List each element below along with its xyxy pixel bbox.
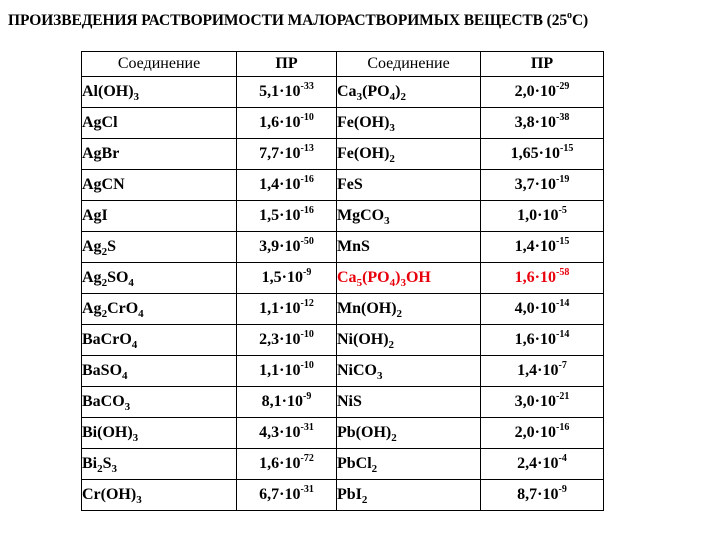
multiply-dot: · <box>534 331 540 348</box>
pr-exponent: -9 <box>558 484 567 495</box>
multiply-dot: · <box>279 331 285 348</box>
pr-coefficient: 2,4 <box>517 455 538 472</box>
pr-cell <box>237 170 337 201</box>
pr-coefficient: 3,7 <box>514 176 535 193</box>
formula-subscript: 4 <box>389 277 396 289</box>
formula-text: (PO <box>362 269 390 286</box>
table-row <box>82 232 604 263</box>
formula-text: Pb(OH) <box>337 424 392 441</box>
formula-subscript: 3 <box>136 494 142 506</box>
formula-text: MgCO <box>337 207 385 224</box>
pr-coefficient: 4,0 <box>514 300 535 317</box>
base-ten: 10 <box>542 486 559 503</box>
base-ten: 10 <box>542 455 559 472</box>
pr-cell <box>481 77 604 108</box>
title-text: ПРОИЗВЕДЕНИЯ РАСТВОРИМОСТИ МАЛОРАСТВОРИМЫХ ВЕЩЕСТВ (25 <box>8 12 568 29</box>
pr-cell <box>237 77 337 108</box>
multiply-dot: · <box>537 486 543 503</box>
multiply-dot: · <box>279 145 285 162</box>
formula-subscript: 2 <box>101 246 108 258</box>
multiply-dot: · <box>279 114 285 131</box>
multiply-dot: · <box>534 393 540 410</box>
compound-cell <box>82 294 237 325</box>
pr-exponent: -19 <box>556 174 570 185</box>
base-ten: 10 <box>540 393 556 410</box>
base-ten: 10 <box>284 300 301 317</box>
pr-exponent: -72 <box>300 453 314 464</box>
formula-text: PbI <box>337 486 362 503</box>
page-title <box>8 12 720 30</box>
table-row <box>82 480 604 511</box>
formula-subscript: 3 <box>133 91 140 103</box>
formula-text: Bi(OH) <box>82 424 133 441</box>
compound-cell <box>337 232 481 263</box>
pr-coefficient: 1,5 <box>261 269 282 286</box>
pr-coefficient: 1,4 <box>517 362 538 379</box>
formula-text: ) <box>395 269 401 286</box>
base-ten: 10 <box>284 238 301 255</box>
pr-exponent: -58 <box>556 267 570 278</box>
formula-text: AgCN <box>82 176 125 193</box>
pr-cell <box>481 418 604 449</box>
formula-subscript: 4 <box>138 308 144 320</box>
compound-cell <box>82 170 237 201</box>
pr-exponent: -10 <box>300 329 314 340</box>
compound-cell <box>82 108 237 139</box>
compound-cell <box>82 418 237 449</box>
pr-coefficient: 1,0 <box>517 207 538 224</box>
formula-text: BaSO <box>82 362 123 379</box>
base-ten: 10 <box>542 207 559 224</box>
compound-cell <box>337 263 481 294</box>
pr-exponent: -21 <box>556 391 570 402</box>
base-ten: 10 <box>284 176 301 193</box>
formula-text: BaCO <box>82 393 125 410</box>
formula-subscript: 3 <box>132 432 139 444</box>
formula-subscript: 2 <box>101 308 108 320</box>
pr-cell <box>237 232 337 263</box>
pr-coefficient: 1,6 <box>514 269 535 286</box>
title-tail: С) <box>571 12 589 29</box>
formula-text: ) <box>395 83 401 100</box>
pr-cell <box>481 387 604 418</box>
formula-text: SO <box>107 269 129 286</box>
multiply-dot: · <box>537 207 543 224</box>
formula-text: S <box>102 455 112 472</box>
formula-subscript: 2 <box>400 91 406 103</box>
table-row <box>82 108 604 139</box>
header-pr-2: ПР <box>481 52 604 77</box>
base-ten: 10 <box>287 269 303 286</box>
formula-text: NiS <box>337 393 362 410</box>
pr-cell <box>237 387 337 418</box>
pr-exponent: -12 <box>300 298 314 309</box>
formula-subscript: 2 <box>97 463 103 475</box>
compound-cell <box>82 480 237 511</box>
pr-cell <box>481 480 604 511</box>
compound-cell <box>337 108 481 139</box>
pr-coefficient: 1,1 <box>259 300 280 317</box>
pr-coefficient: 8,1 <box>261 393 282 410</box>
base-ten: 10 <box>284 207 301 224</box>
table-row <box>82 263 604 294</box>
base-ten: 10 <box>540 176 556 193</box>
multiply-dot: · <box>534 83 540 100</box>
compound-cell <box>82 139 237 170</box>
pr-coefficient: 1,6 <box>514 331 535 348</box>
multiply-dot: · <box>279 207 285 224</box>
compound-cell <box>82 232 237 263</box>
base-ten: 10 <box>544 145 560 162</box>
formula-subscript: 3 <box>384 215 390 227</box>
formula-text: Cr(OH) <box>82 486 137 503</box>
multiply-dot: · <box>279 486 285 503</box>
pr-coefficient: 3,9 <box>259 238 280 255</box>
multiply-dot: · <box>534 176 540 193</box>
pr-cell <box>237 480 337 511</box>
pr-exponent: -15 <box>556 236 570 247</box>
compound-cell <box>337 387 481 418</box>
pr-cell <box>237 449 337 480</box>
pr-exponent: -16 <box>300 174 314 185</box>
pr-exponent: -16 <box>556 422 570 433</box>
multiply-dot: · <box>279 300 285 317</box>
base-ten: 10 <box>540 269 556 286</box>
pr-coefficient: 1,4 <box>514 238 535 255</box>
title-degree: о <box>567 10 572 21</box>
header-compound-2: Соединение <box>337 52 481 77</box>
pr-cell <box>237 418 337 449</box>
formula-text: Al(OH) <box>82 83 134 100</box>
pr-coefficient: 2,3 <box>259 331 280 348</box>
pr-exponent: -38 <box>556 112 570 123</box>
pr-exponent: -31 <box>300 422 314 433</box>
formula-text: Ca <box>337 83 357 100</box>
pr-cell <box>237 325 337 356</box>
formula-text: BaCrO <box>82 331 132 348</box>
pr-coefficient: 4,3 <box>259 424 280 441</box>
compound-cell <box>337 418 481 449</box>
base-ten: 10 <box>284 145 301 162</box>
pr-cell <box>481 170 604 201</box>
formula-text: Bi <box>82 455 98 472</box>
base-ten: 10 <box>284 114 301 131</box>
formula-subscript: 3 <box>377 370 383 382</box>
multiply-dot: · <box>279 238 285 255</box>
pr-exponent: -31 <box>300 484 314 495</box>
formula-subscript: 3 <box>389 122 395 134</box>
pr-cell <box>481 201 604 232</box>
compound-cell <box>337 294 481 325</box>
pr-exponent: -15 <box>560 143 574 154</box>
pr-coefficient: 3,0 <box>514 393 535 410</box>
pr-coefficient: 7,7 <box>259 145 280 162</box>
compound-cell <box>82 263 237 294</box>
formula-text: S <box>107 238 116 255</box>
formula-text: CrO <box>107 300 139 317</box>
compound-cell <box>82 387 237 418</box>
formula-text: AgCl <box>82 114 118 131</box>
formula-subscript: 3 <box>400 277 406 289</box>
base-ten: 10 <box>540 424 556 441</box>
compound-cell <box>337 356 481 387</box>
pr-coefficient: 6,7 <box>259 486 280 503</box>
solubility-product-table <box>81 51 604 511</box>
table-row <box>82 170 604 201</box>
formula-subscript: 3 <box>111 463 118 475</box>
formula-subscript: 4 <box>389 91 396 103</box>
formula-text: Ag <box>82 300 102 317</box>
pr-cell <box>237 263 337 294</box>
pr-exponent: -9 <box>303 391 312 402</box>
pr-exponent: -7 <box>558 360 567 371</box>
table-body <box>82 77 604 511</box>
pr-exponent: -14 <box>556 298 570 309</box>
compound-cell <box>337 201 481 232</box>
formula-text: NiCO <box>337 362 377 379</box>
base-ten: 10 <box>284 331 301 348</box>
formula-text: Ag <box>82 238 102 255</box>
compound-cell <box>337 77 481 108</box>
formula-subscript: 2 <box>389 153 395 165</box>
compound-cell <box>337 139 481 170</box>
formula-subscript: 2 <box>361 494 368 506</box>
table-row <box>82 201 604 232</box>
base-ten: 10 <box>540 238 556 255</box>
pr-cell <box>237 139 337 170</box>
pr-cell <box>481 108 604 139</box>
multiply-dot: · <box>534 424 540 441</box>
pr-cell <box>237 294 337 325</box>
pr-cell <box>481 139 604 170</box>
compound-cell <box>337 325 481 356</box>
table-header-row <box>82 52 604 77</box>
formula-subscript: 2 <box>391 432 397 444</box>
formula-text: OH <box>405 269 431 286</box>
pr-exponent: -14 <box>556 329 570 340</box>
formula-subscript: 4 <box>131 339 138 351</box>
formula-text: Fe(OH) <box>337 145 390 162</box>
pr-cell <box>481 449 604 480</box>
pr-coefficient: 3,8 <box>514 114 535 131</box>
pr-exponent: -9 <box>303 267 312 278</box>
table-row <box>82 139 604 170</box>
base-ten: 10 <box>284 362 301 379</box>
pr-cell <box>237 201 337 232</box>
pr-coefficient: 2,0 <box>514 83 535 100</box>
pr-cell <box>481 356 604 387</box>
compound-cell <box>82 356 237 387</box>
multiply-dot: · <box>281 393 287 410</box>
pr-exponent: -5 <box>558 205 567 216</box>
formula-subscript: 3 <box>124 401 131 413</box>
table-row <box>82 294 604 325</box>
pr-coefficient: 1,6 <box>259 114 280 131</box>
pr-cell <box>481 263 604 294</box>
pr-cell <box>481 325 604 356</box>
pr-cell <box>237 108 337 139</box>
compound-cell <box>337 449 481 480</box>
formula-text: Ca <box>337 269 357 286</box>
formula-subscript: 3 <box>356 91 363 103</box>
pr-cell <box>237 356 337 387</box>
multiply-dot: · <box>534 238 540 255</box>
table-row <box>82 325 604 356</box>
header-compound: Соединение <box>82 52 237 77</box>
formula-text: Mn(OH) <box>337 300 397 317</box>
compound-cell <box>82 325 237 356</box>
formula-subscript: 2 <box>396 308 403 320</box>
table-row <box>82 356 604 387</box>
multiply-dot: · <box>279 455 285 472</box>
pr-cell <box>481 232 604 263</box>
compound-cell <box>337 480 481 511</box>
pr-exponent: -29 <box>556 81 570 92</box>
base-ten: 10 <box>540 114 556 131</box>
formula-subscript: 4 <box>128 277 134 289</box>
compound-cell <box>82 201 237 232</box>
pr-exponent: -50 <box>300 236 314 247</box>
pr-coefficient: 8,7 <box>517 486 538 503</box>
formula-text: AgBr <box>82 145 120 162</box>
table-row <box>82 77 604 108</box>
pr-coefficient: 1,65 <box>510 145 539 162</box>
multiply-dot: · <box>534 300 540 317</box>
compound-cell <box>82 77 237 108</box>
base-ten: 10 <box>284 83 301 100</box>
base-ten: 10 <box>284 455 301 472</box>
base-ten: 10 <box>284 486 301 503</box>
multiply-dot: · <box>279 83 285 100</box>
pr-exponent: -13 <box>300 143 314 154</box>
formula-subscript: 2 <box>101 277 108 289</box>
base-ten: 10 <box>540 331 556 348</box>
multiply-dot: · <box>279 362 285 379</box>
pr-coefficient: 1,4 <box>259 176 280 193</box>
compound-cell <box>82 449 237 480</box>
formula-subscript: 5 <box>356 277 363 289</box>
pr-coefficient: 2,0 <box>514 424 535 441</box>
pr-exponent: -10 <box>300 112 314 123</box>
base-ten: 10 <box>542 362 559 379</box>
formula-text: (PO <box>362 83 390 100</box>
multiply-dot: · <box>538 145 544 162</box>
multiply-dot: · <box>537 362 543 379</box>
formula-subscript: 2 <box>388 339 395 351</box>
base-ten: 10 <box>540 83 556 100</box>
base-ten: 10 <box>284 424 301 441</box>
formula-text: AgI <box>82 207 108 224</box>
formula-text: Ni(OH) <box>337 331 389 348</box>
pr-coefficient: 1,5 <box>259 207 280 224</box>
pr-exponent: -16 <box>300 205 314 216</box>
table-row <box>82 418 604 449</box>
base-ten: 10 <box>540 300 556 317</box>
header-pr: ПР <box>237 52 337 77</box>
pr-coefficient: 1,6 <box>259 455 280 472</box>
table-row <box>82 387 604 418</box>
formula-subscript: 2 <box>371 463 378 475</box>
pr-coefficient: 1,1 <box>259 362 280 379</box>
formula-text: FeS <box>337 176 363 193</box>
multiply-dot: · <box>534 269 540 286</box>
formula-subscript: 4 <box>122 370 128 382</box>
table-row <box>82 449 604 480</box>
formula-text: PbCl <box>337 455 372 472</box>
multiply-dot: · <box>537 455 543 472</box>
formula-text: Ag <box>82 269 102 286</box>
pr-exponent: -4 <box>558 453 567 464</box>
base-ten: 10 <box>287 393 303 410</box>
pr-cell <box>481 294 604 325</box>
pr-exponent: -10 <box>300 360 314 371</box>
formula-text: MnS <box>337 238 370 255</box>
multiply-dot: · <box>279 424 285 441</box>
compound-cell <box>337 170 481 201</box>
formula-text: Fe(OH) <box>337 114 390 131</box>
multiply-dot: · <box>534 114 540 131</box>
multiply-dot: · <box>279 176 285 193</box>
pr-exponent: -33 <box>300 81 314 92</box>
pr-coefficient: 5,1 <box>259 83 280 100</box>
multiply-dot: · <box>281 269 287 286</box>
